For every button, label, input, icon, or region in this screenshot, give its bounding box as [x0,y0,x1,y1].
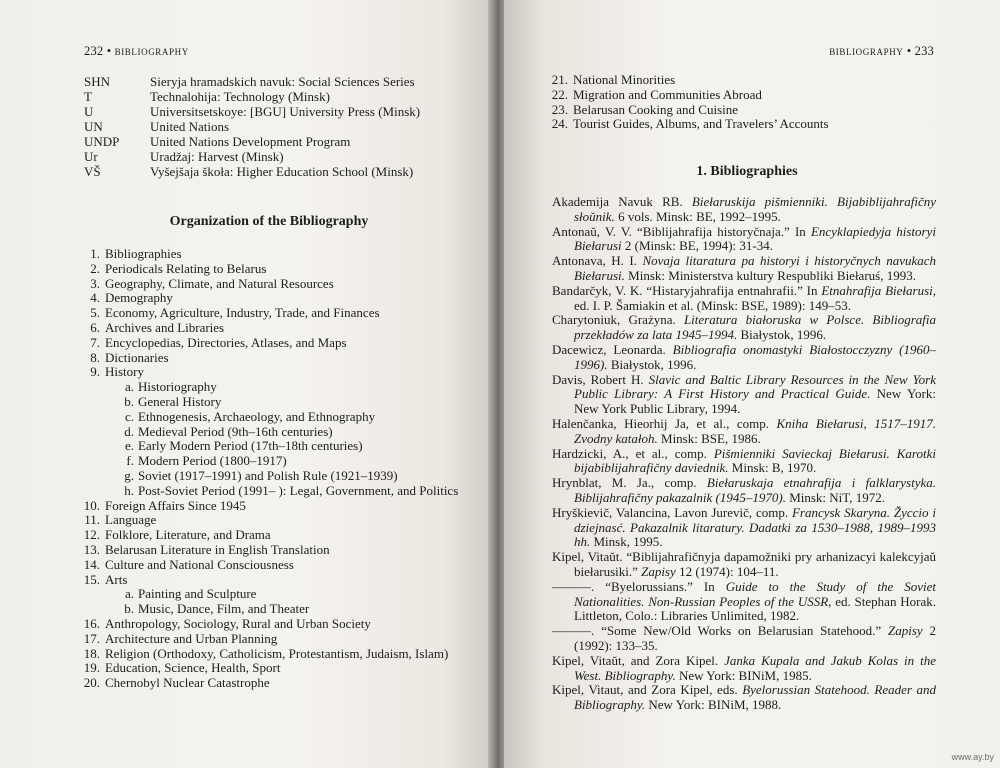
entry-text: Antonava, H. I. [552,253,643,269]
toc-number: 20. [83,675,100,691]
toc-sub-letter: b. [124,601,134,617]
abbreviation-description: Vyšejšaja škoła: Higher Education School (Minsk) [150,164,414,179]
entry-text: Minsk, 1995. [590,534,663,550]
entry-text: Białystok, 1996. [607,356,697,372]
toc-text: Migration and Communities Abroad [573,86,762,102]
toc-text: Economy, Agriculture, Industry, Trade, and Finances [105,305,380,321]
toc-text: Anthropology, Sociology, Rural and Urban Society [105,615,371,631]
watermark: www.ay.by [951,752,994,762]
abbreviation-row [84,149,464,164]
organization-list [84,247,464,691]
entry-title: Guide to the Study of the Soviet Nationalities. Non-Russian Peoples of the USSR [574,578,937,609]
abbreviation-description: Technalohija: Technology (Minsk) [150,89,330,104]
entry-title: Literatura białoruska w Polsce. Bibliografia przekładów za lata 1945–1994. [574,312,936,343]
entry-title: Janka Kupala and Jakub Kolas in the West. Bibliography. [574,652,936,683]
abbreviation-code: T [84,89,92,104]
entry-text: , ed. I. P. Šamiakin et al. (Minsk: BSE, 1989): 149–53. [574,282,936,313]
organization-list-continued [552,73,952,132]
toc-number: 17. [83,630,100,646]
toc-number: 15. [83,571,100,587]
entry-text: Hardzicki, A., et al., comp. [552,445,714,461]
toc-sub-text: Music, Dance, Film, and Theater [138,601,310,617]
entry-text: Halenčanka, Hieorhij Ja, et al., comp. [552,415,777,431]
toc-number: 12. [83,527,100,543]
toc-sub-text: Soviet (1917–1991) and Polish Rule (1921–1939) [138,467,398,483]
bibliographies-heading: 1. Bibliographies [696,164,798,179]
toc-text: Language [105,512,157,528]
toc-item [84,543,464,558]
toc-number: 10. [83,497,100,513]
toc-text: History [105,364,144,380]
entry-title: Novaja litaratura pa historyi i historyčnych navukach Biełarusi. [574,253,937,283]
toc-item [552,117,952,132]
toc-item [552,88,952,103]
toc-text: Arts [105,571,128,587]
toc-text: Foreign Affairs Since 1945 [105,497,246,513]
toc-item [84,365,464,380]
bibliography-entry [552,313,936,343]
entry-title: Zapisy [888,623,923,639]
abbreviation-row [84,134,464,149]
toc-number: 21. [551,72,568,87]
bibliography-entry [552,447,936,477]
abbreviation-row [84,164,464,179]
toc-sub-letter: h. [124,482,134,498]
entry-title: Francysk Skaryna. Žyccio i dziejnasć. Pakazalnik litaratury. Dadatki za 1530–1988, 1989–1993 hh. [574,504,936,550]
entry-text: Minsk: NiT, 1972. [785,489,886,505]
toc-subitem [84,439,464,454]
entry-title: Biełaruskaja etnahrafija i falklarystyka. Biblijahrafičny pakazalnik (1945–1970). [574,475,937,505]
abbreviation-code: VŠ [84,164,101,179]
toc-item [84,528,464,543]
toc-text: Tourist Guides, Albums, and Travelers’ Accounts [573,116,829,132]
toc-item [84,573,464,588]
toc-number: 2. [90,260,100,276]
entry-text: Antonaŭ, V. V. “Biblijahrafija historyčnaja.” In [552,223,811,239]
abbreviation-code: SHN [84,74,111,89]
entry-text: 2 (1992): 133–35. [574,623,937,653]
toc-item [84,513,464,528]
toc-number: 3. [90,275,100,291]
bibliography-entry [552,683,936,713]
toc-item [84,647,464,662]
toc-item [84,336,464,351]
toc-sub-letter: b. [124,393,134,409]
abbreviation-code: U [84,104,94,119]
toc-text: National Minorities [573,72,676,87]
toc-text: Chernobyl Nuclear Catastrophe [105,675,270,691]
toc-sub-letter: f. [126,453,134,469]
abbreviation-description: Sieryja hramadskich navuk: Social Sciences Series [150,74,415,89]
abbreviation-code: Ur [84,149,98,164]
bibliography-entry [552,225,936,255]
toc-item [84,617,464,632]
bibliography-entry [552,373,936,417]
toc-text: Periodicals Relating to Belarus [105,260,267,276]
toc-sub-letter: g. [124,467,134,483]
toc-number: 8. [90,349,100,365]
toc-text: Bibliographies [105,246,182,261]
entry-text: 6 vols. Minsk: BE, 1992–1995. [614,208,781,224]
entry-text: New York: BINiM, 1988. [645,697,782,713]
entry-title: Zapisy [641,563,676,579]
toc-text: Folklore, Literature, and Drama [105,527,271,543]
entry-text: Minsk: B, 1970. [728,460,817,476]
toc-number: 5. [90,305,100,321]
toc-number: 22. [551,86,568,102]
toc-subitem [84,454,464,469]
right-running-title: BIBLIOGRAPHY [829,47,904,57]
toc-number: 7. [90,334,100,350]
entry-text: Dacewicz, Leonarda. [552,341,673,357]
toc-item [84,676,464,691]
bibliography-entry [552,624,936,654]
bibliography-entry [552,343,936,373]
left-running-title: BIBLIOGRAPHY [114,47,189,57]
abbreviation-row [84,89,464,104]
toc-sub-text: Early Modern Period (17th–18th centuries) [138,438,363,454]
toc-number: 11. [84,512,100,528]
toc-sub-text: Ethnogenesis, Archaeology, and Ethnography [138,408,376,424]
abbreviation-list [84,74,464,179]
toc-subitem [84,484,464,499]
organization-heading: Organization of the Bibliography [169,214,369,229]
toc-subitem [84,602,464,617]
toc-sub-text: Post-Soviet Period (1991– ): Legal, Government, and Politics [138,482,459,498]
entry-text: Białystok, 1996. [737,327,827,343]
entry-text: 12 (1974): 104–11. [675,563,779,579]
bibliography-entry [552,284,936,314]
toc-text: Dictionaries [105,349,169,365]
entry-title: Pišmienniki Savieckaj Biełarusi. Karotki bijabiblijahrafičny daviednik. [574,445,936,476]
toc-sub-text: Painting and Sculpture [138,586,257,602]
toc-text: Geography, Climate, and Natural Resources [105,275,334,291]
toc-number: 18. [83,645,100,661]
entry-text: New York: BINiM, 1985. [675,667,812,683]
bibliography-entry [552,654,936,684]
toc-text: Demography [105,290,173,306]
toc-number: 1. [90,246,100,261]
toc-sub-text: Medieval Period (9th–16th centuries) [138,423,333,439]
entry-text: Davis, Robert H. [552,371,649,387]
entry-text: Hrynblat, M. Ja., comp. [552,475,707,491]
toc-item [84,558,464,573]
abbreviation-row [84,74,464,89]
toc-item [84,661,464,676]
toc-item [84,306,464,321]
entry-title: Byelorussian Statehood. Reader and Bibliography. [574,682,936,713]
toc-item [84,321,464,336]
toc-sub-text: Modern Period (1800–1917) [138,453,287,469]
abbreviation-row [84,119,464,134]
entry-text: Kipel, Vitaut, and Zora Kipel, eds. [552,682,743,698]
entry-text: Akademija Navuk RB. [552,194,692,209]
bibliography-entry [552,254,936,284]
entry-title: Bibliografia onomastyki Białostocczyzny (1960–1996). [574,341,936,372]
right-page [504,0,1000,768]
right-bullet: • [906,44,912,58]
toc-subitem [84,395,464,410]
bibliography-entry [552,195,936,225]
toc-item [84,247,464,262]
entry-text: Minsk: BSE, 1986. [657,430,761,446]
toc-sub-letter: a. [124,586,134,602]
left-running-head [84,44,189,59]
toc-text: Architecture and Urban Planning [105,630,278,646]
toc-subitem [84,380,464,395]
toc-text: Archives and Libraries [105,319,225,335]
entry-title: Encyklapiedyja historyi Biełarusi [574,223,936,254]
toc-item [84,262,464,277]
bibliography-entry [552,417,936,447]
abbreviation-description: Uradžaj: Harvest (Minsk) [150,149,284,164]
entry-title: Kniha Biełarusi, 1517–1917. Zvodny katałoh. [574,415,936,446]
entry-text: Minsk: Ministerstva kultury Respubliki Biełaruś, 1993. [624,267,916,283]
right-page-number: 233 [914,44,934,58]
left-page-number: 232 [84,44,104,58]
bibliography-entry [552,550,936,580]
toc-item [84,351,464,366]
toc-number: 16. [83,615,100,631]
abbreviation-description: United Nations Development Program [150,134,351,149]
toc-item [84,632,464,647]
left-page [0,0,492,768]
bibliography-entry [552,506,936,550]
toc-sub-letter: d. [124,423,134,439]
toc-text: Education, Science, Health, Sport [105,660,281,676]
bibliography-entry [552,580,936,624]
entry-text: ———. “Some New/Old Works on Belarusian Statehood.” [552,623,889,639]
toc-subitem [84,425,464,440]
entry-text: Bandarčyk, V. K. “Histaryjahrafija entnahrafii.” In [552,282,822,298]
toc-sub-letter: c. [124,408,134,424]
left-bullet: • [106,44,112,58]
toc-number: 24. [551,116,568,132]
toc-sub-letter: a. [124,379,134,395]
toc-item [552,103,952,118]
toc-number: 23. [551,101,568,117]
toc-item [552,73,952,88]
toc-text: Encyclopedias, Directories, Atlases, and Maps [105,334,347,350]
entry-text: ———. “Byelorussians.” In [552,578,726,594]
abbreviation-code: UNDP [84,134,120,149]
toc-number: 4. [90,290,100,306]
toc-sub-text: General History [138,393,222,409]
entry-text: Charytoniuk, Grażyna. [552,312,684,328]
toc-sub-text: Historiography [138,379,217,395]
entry-text: New York: New York Public Library, 1994. [574,386,936,417]
abbreviation-code: UN [84,119,103,134]
toc-text: Culture and National Consciousness [105,556,294,572]
toc-item [84,277,464,292]
toc-text: Belarusan Cooking and Cuisine [573,101,739,117]
entry-title: Biełaruskija pišmienniki. Bijabiblijahrafičny słoŭnik. [574,194,936,224]
toc-text: Belarusan Literature in English Translation [105,541,330,557]
abbreviation-description: United Nations [150,119,230,134]
entry-text: Kipel, Vitaŭt, and Zora Kipel. [552,652,725,668]
abbreviation-description: Universitsetskoye: [BGU] University Press (Minsk) [150,104,421,119]
abbreviation-row [84,104,464,119]
bibliography-entry [552,476,936,506]
toc-sub-letter: e. [124,438,134,454]
toc-number: 14. [83,556,100,572]
entry-text: Kipel, Vitaŭt. “Biblijahrafičnyja dapamožniki pry arhanizacyi kalekcyjaŭ biełarusiki.” [552,549,936,579]
entry-text: , ed. Stephan Horak. Littleton, Colo.: Libraries Unlimited, 1982. [574,593,936,624]
entry-title: Slavic and Baltic Library Resources in the New York Public Library: A First History and Practical Guide. [574,371,936,402]
toc-item [84,499,464,514]
bibliography-entries [552,195,936,713]
toc-number: 6. [90,319,100,335]
toc-number: 9. [90,364,100,380]
toc-subitem [84,410,464,425]
toc-number: 19. [83,660,100,676]
toc-number: 13. [83,541,100,557]
toc-subitem [84,469,464,484]
toc-text: Religion (Orthodoxy, Catholicism, Protestantism, Judaism, Islam) [105,645,449,661]
entry-text: Hryškievič, Valancina, Lavon Jurevič, comp. [552,504,792,520]
entry-text: 2 (Minsk: BE, 1994): 31-34. [621,238,773,254]
toc-subitem [84,587,464,602]
right-running-head [829,44,934,59]
entry-title: Etnahrafija Biełarusi [821,282,933,298]
toc-item [84,291,464,306]
